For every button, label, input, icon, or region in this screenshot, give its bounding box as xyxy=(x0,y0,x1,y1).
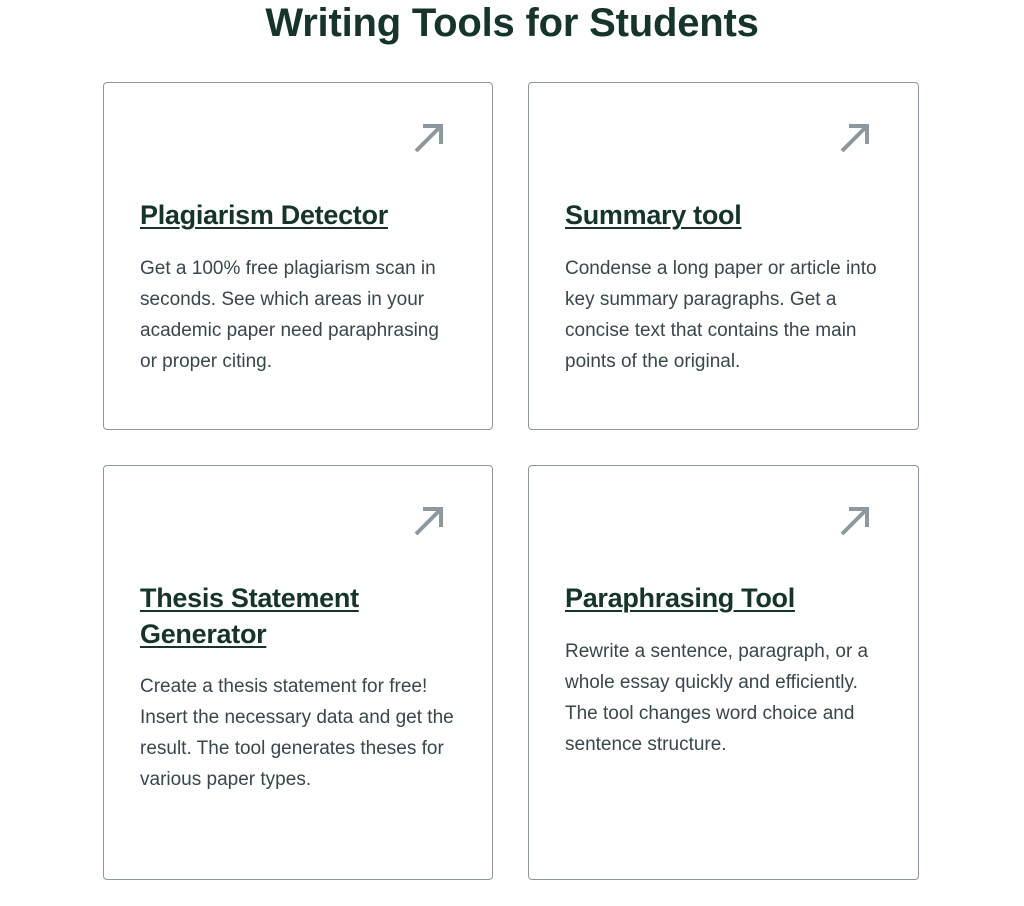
card-plagiarism-detector[interactable] xyxy=(103,82,493,430)
arrow-up-right-icon xyxy=(838,121,872,155)
card-thesis-statement-generator[interactable] xyxy=(103,465,493,880)
arrow-up-right-icon xyxy=(412,121,446,155)
page-title: Writing Tools for Students xyxy=(265,1,759,45)
card-paraphrasing-tool[interactable] xyxy=(528,465,919,880)
card-description: Create a thesis statement for free! Insert the necessary data and get the result. The tool generates theses for various paper types. xyxy=(140,676,454,790)
card-title-link[interactable]: Paraphrasing Tool xyxy=(565,583,795,613)
arrow-up-right-icon xyxy=(838,504,872,538)
card-description: Rewrite a sentence, paragraph, or a whole essay quickly and efficiently. The tool changes word choice and sentence structure. xyxy=(565,641,869,755)
card-description: Condense a long paper or article into key summary paragraphs. Get a concise text that contains the main points of the original. xyxy=(565,258,877,372)
card-title-link[interactable]: Thesis Statement Generator xyxy=(140,583,359,649)
arrow-up-right-icon xyxy=(412,504,446,538)
card-description: Get a 100% free plagiarism scan in seconds. See which areas in your academic paper need paraphrasing or proper citing. xyxy=(140,258,439,372)
card-title-link[interactable]: Plagiarism Detector xyxy=(140,200,388,230)
card-summary-tool[interactable] xyxy=(528,82,919,430)
card-title-link[interactable]: Summary tool xyxy=(565,200,742,230)
